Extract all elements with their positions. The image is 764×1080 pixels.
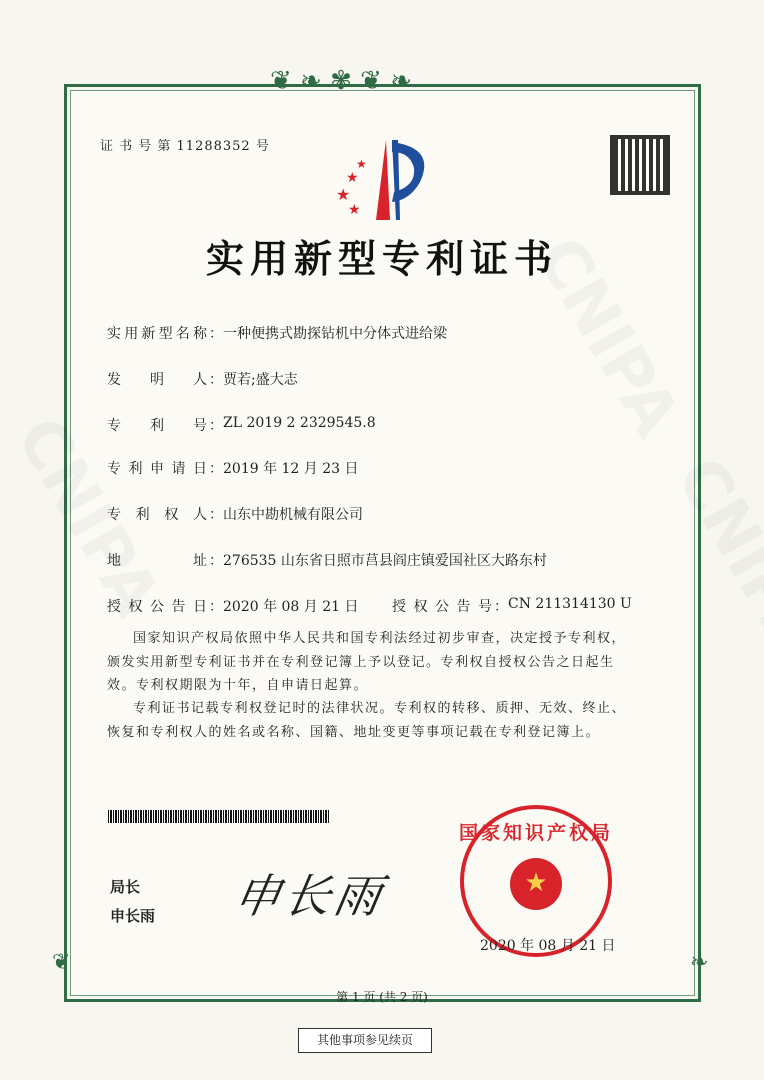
svg-text:★: ★: [346, 170, 359, 186]
seal-text: 国家知识产权局: [458, 822, 613, 844]
field-inventor: 发明人 ： 贾若;盛大志: [107, 372, 298, 388]
statement-paragraph: 专利证书记载专利权登记时的法律状况。专利权的转移、质押、无效、终止、恢复和专利权人的姓名或名称、国籍、地址变更等事项记载在专利登记簿上。: [107, 701, 627, 740]
national-emblem-icon: ★: [510, 858, 562, 910]
seal-date: 2020 年 08 月 21 日: [480, 938, 616, 954]
cnipa-logo-icon: [328, 130, 438, 225]
qr-code: [610, 135, 670, 195]
page-title: 实用新型专利证书: [205, 236, 558, 281]
barcode: [108, 810, 330, 823]
field-patent-number: 专利号 ： ZL 2019 2 2329545.8: [107, 415, 376, 434]
field-application-date: 专利申请日 ： 2019 年 12 月 23 日: [107, 461, 359, 477]
svg-text:★: ★: [356, 157, 367, 171]
certificate-number: 证 书 号 第 11288352 号: [100, 139, 270, 154]
svg-text:★: ★: [348, 202, 361, 218]
director-name: 申长雨: [110, 907, 156, 925]
field-name: 实用新型名称 ： 一种便携式勘探钻机中分体式进给梁: [107, 326, 447, 342]
corner-ornament-icon: ❧: [690, 950, 709, 975]
corner-ornament-icon: ❦: [52, 950, 71, 975]
field-patentee: 专利权人 ： 山东中勘机械有限公司: [107, 507, 363, 523]
statement-paragraph: 国家知识产权局依照中华人民共和国专利法经过初步审查，决定授予专利权，颁发实用新型专利证书并在专利登记簿上予以登记。专利权自授权公告之日起生效。专利权期限为十年，自申请日起算。: [107, 631, 627, 693]
svg-text:★: ★: [336, 185, 351, 204]
field-address: 地址 ： 276535 山东省日照市莒县阎庄镇爱国社区大路东村: [107, 553, 547, 569]
page-info: 第 1 页 (共 2 页): [336, 990, 428, 1004]
director-title: 局长: [110, 878, 141, 896]
field-grant-date: 授权公告日 ： 2020 年 08 月 21 日: [107, 599, 359, 615]
continue-note: 其他事项参见续页: [298, 1028, 432, 1053]
top-ornament-icon: ❦ ❧ ✾ ❦ ❧: [270, 66, 412, 96]
field-grant-number: 授权公告号 ： CN 211314130 U: [392, 596, 632, 615]
signature: 申长雨: [229, 869, 390, 923]
